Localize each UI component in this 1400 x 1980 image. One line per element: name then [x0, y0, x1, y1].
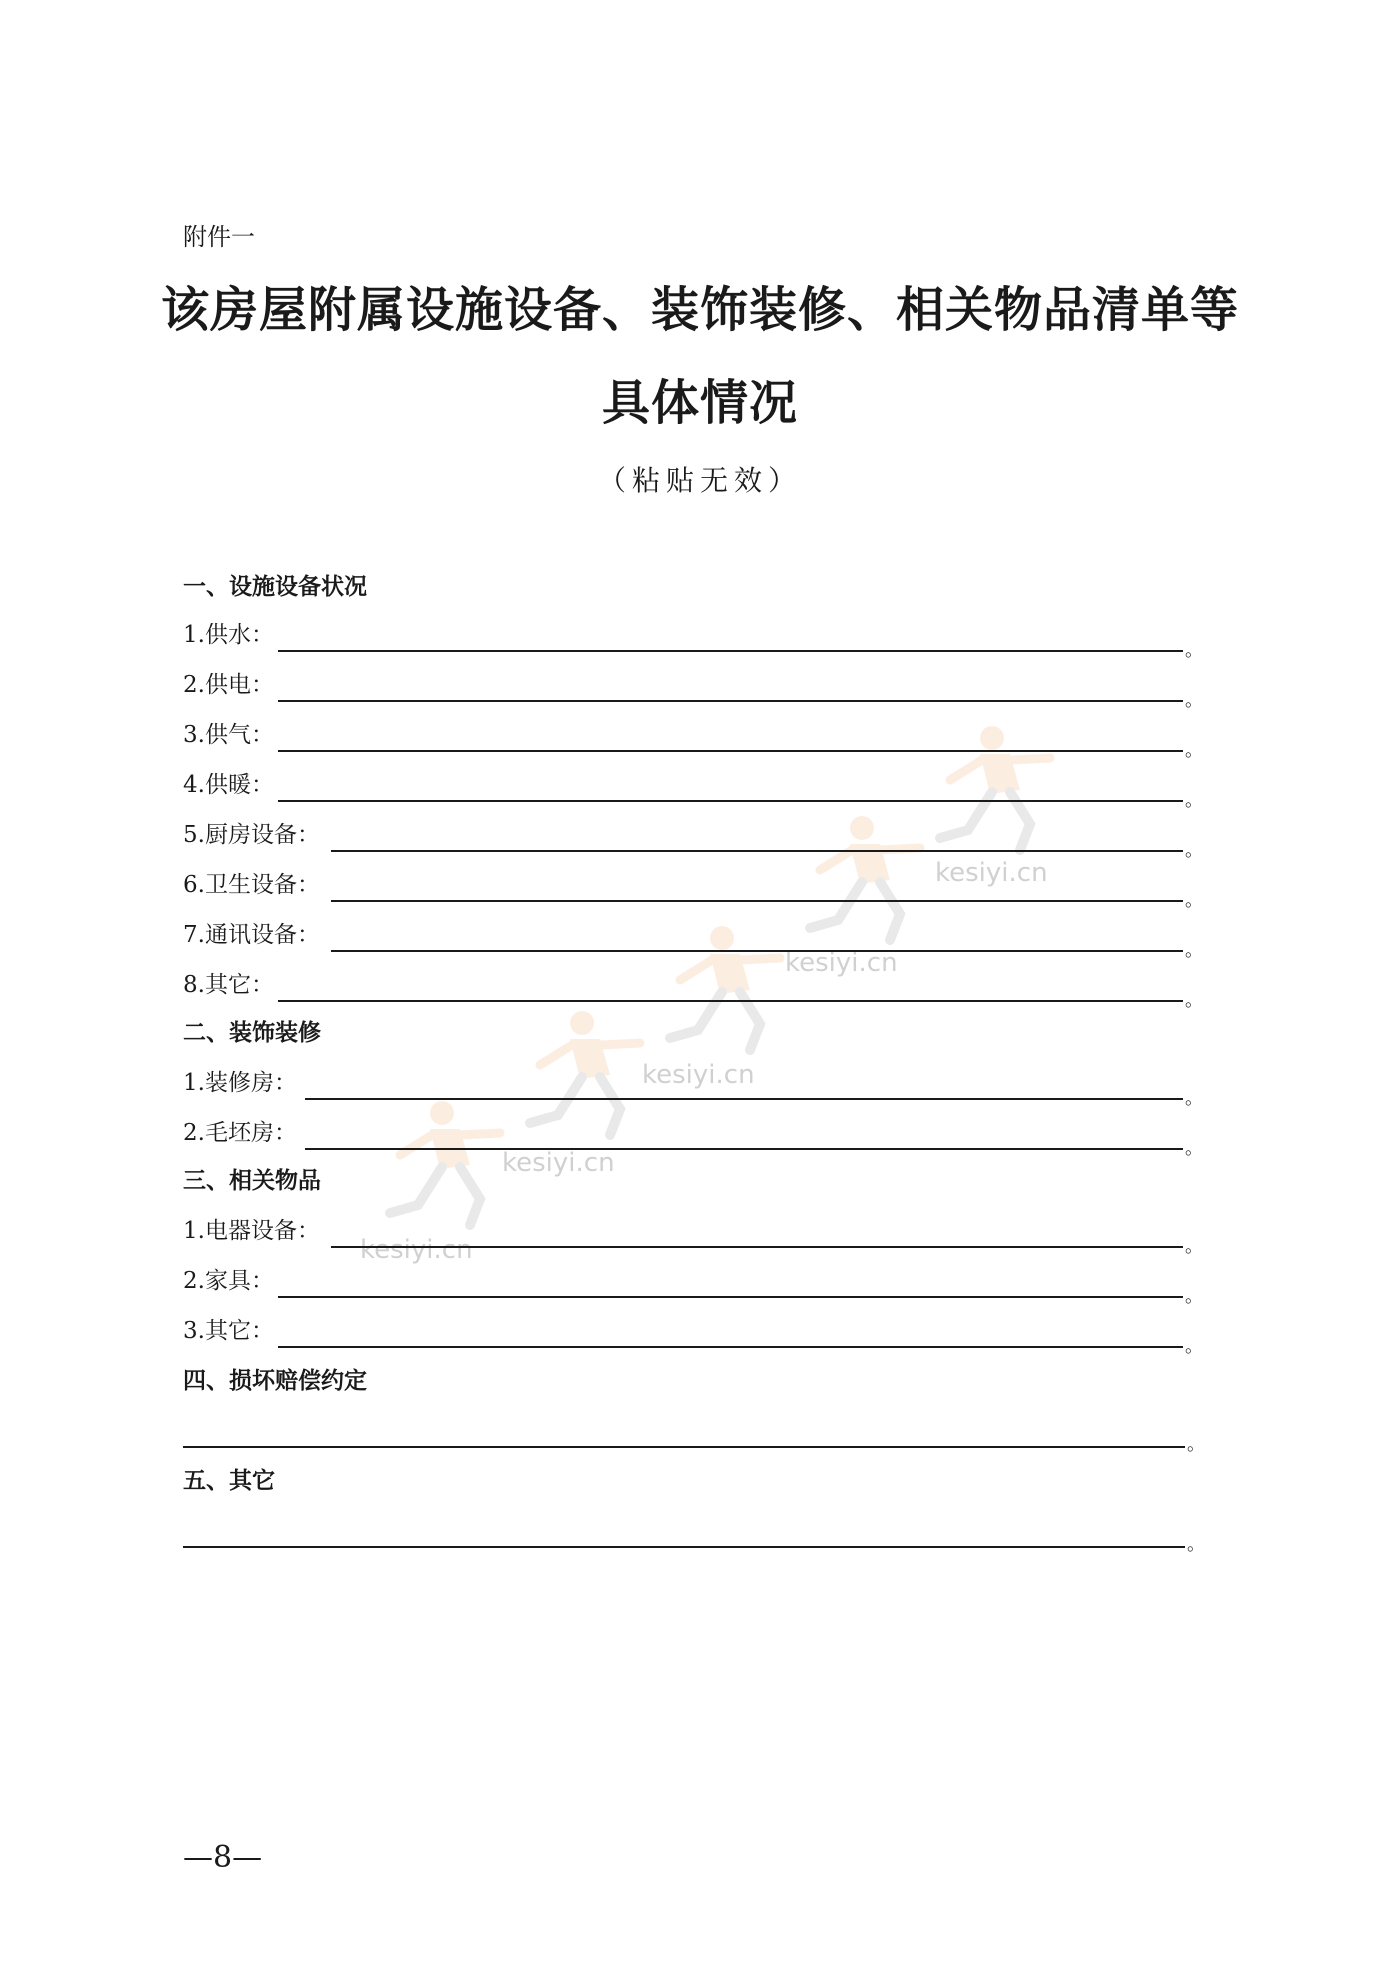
end-mark: 。	[1185, 740, 1203, 761]
field-label: 7.通讯设备：	[183, 922, 320, 948]
form-row-furniture	[183, 1264, 1203, 1307]
form-row-other	[183, 968, 1203, 1011]
end-mark: 。	[1185, 890, 1203, 911]
end-mark: 。	[1185, 1286, 1203, 1307]
form-row-gas	[183, 718, 1203, 761]
form-row-electricity	[183, 668, 1203, 711]
blank-fill-line[interactable]	[331, 900, 1183, 902]
watermark-text: kesiyi.cn	[935, 858, 1048, 888]
end-mark: 。	[1187, 1534, 1205, 1555]
watermark-text: kesiyi.cn	[360, 1235, 473, 1265]
watermark-text: kesiyi.cn	[502, 1148, 615, 1178]
end-mark: 。	[1185, 1236, 1203, 1257]
end-mark: 。	[1185, 1088, 1203, 1109]
form-row-communication	[183, 918, 1203, 961]
field-label: 6.卫生设备：	[183, 872, 320, 898]
blank-fill-line[interactable]	[278, 1346, 1183, 1348]
blank-fill-line[interactable]	[278, 1000, 1183, 1002]
blank-fill-line[interactable]	[278, 650, 1183, 652]
attachment-label: 附件一	[183, 223, 255, 251]
section-heading-other: 五、其它	[183, 1468, 275, 1494]
form-row-decorated	[183, 1066, 1203, 1109]
field-label: 2.毛坯房：	[183, 1120, 297, 1146]
section-heading-decoration: 二、装饰装修	[183, 1020, 321, 1046]
section-heading-items: 三、相关物品	[183, 1168, 321, 1194]
page-title-continued: 具体情况	[601, 375, 798, 431]
end-mark: 。	[1185, 690, 1203, 711]
field-label: 1.供水：	[183, 622, 274, 648]
field-label: 5.厨房设备：	[183, 822, 320, 848]
blank-fill-line[interactable]	[331, 850, 1183, 852]
end-mark: 。	[1185, 840, 1203, 861]
field-label: 3.供气：	[183, 722, 274, 748]
watermark-text: kesiyi.cn	[642, 1060, 755, 1090]
section-heading-damage-compensation: 四、损坏赔偿约定	[183, 1368, 367, 1394]
blank-fill-line[interactable]	[278, 700, 1183, 702]
field-label: 4.供暖：	[183, 772, 274, 798]
watermark-text: kesiyi.cn	[785, 948, 898, 978]
blank-fill-line[interactable]	[331, 950, 1183, 952]
blank-fill-line[interactable]	[278, 750, 1183, 752]
subtitle-note: （粘贴无效）	[597, 464, 802, 497]
blank-fill-line[interactable]	[278, 1296, 1183, 1298]
end-mark: 。	[1185, 1138, 1203, 1159]
field-label: 2.家具：	[183, 1268, 274, 1294]
field-label: 2.供电：	[183, 672, 274, 698]
blank-fill-line[interactable]	[183, 1446, 1185, 1448]
end-mark: 。	[1185, 990, 1203, 1011]
form-row-kitchen	[183, 818, 1203, 861]
blank-fill-line[interactable]	[278, 800, 1183, 802]
field-label: 1.电器设备：	[183, 1218, 320, 1244]
form-row-other-items	[183, 1314, 1203, 1357]
page-number: —8—	[183, 1840, 263, 1875]
section-heading-facilities: 一、设施设备状况	[183, 574, 367, 600]
end-mark: 。	[1185, 790, 1203, 811]
blank-fill-line[interactable]	[305, 1098, 1183, 1100]
form-row-water	[183, 618, 1203, 661]
end-mark: 。	[1185, 940, 1203, 961]
field-label: 1.装修房：	[183, 1070, 297, 1096]
blank-fill-line[interactable]	[331, 1246, 1183, 1248]
form-row-unfinished	[183, 1116, 1203, 1159]
field-label: 8.其它：	[183, 972, 274, 998]
end-mark: 。	[1187, 1434, 1205, 1455]
blank-fill-line[interactable]	[305, 1148, 1183, 1150]
field-label: 3.其它：	[183, 1318, 274, 1344]
form-row-sanitary	[183, 868, 1203, 911]
blank-fill-line[interactable]	[183, 1546, 1185, 1548]
end-mark: 。	[1185, 1336, 1203, 1357]
form-row-heating	[183, 768, 1203, 811]
end-mark: 。	[1185, 640, 1203, 661]
page-title: 该房屋附属设施设备、装饰装修、相关物品清单等	[160, 282, 1239, 338]
